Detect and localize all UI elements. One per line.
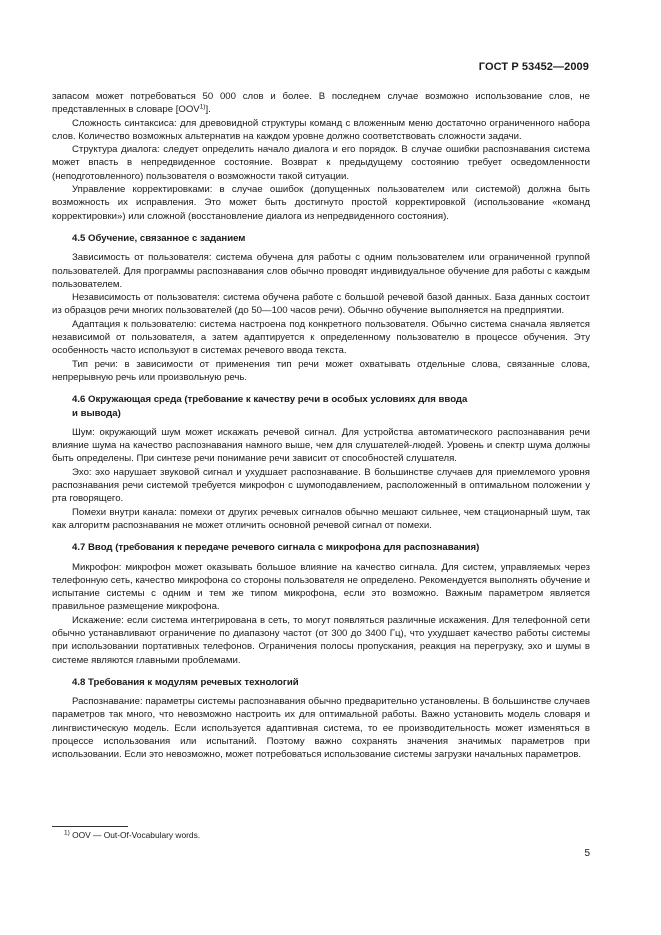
section-4-5-paragraph: Зависимость от пользователя: система обучена для работы с одним пользователем или ограниченной группой пользователей. Для программы распознавания слов обычно проводят индивидуальное обучение для работы с каждым пользователем. [52, 252, 590, 290]
section-4-5-paragraph: Тип речи: в зависимости от применения тип речи может охватывать отдельные слова, связанные слова, непрерывную речь или произвольную речь. [52, 358, 590, 383]
section-4-6-paragraph: Помехи внутри канала: помехи от других речевых сигналов обычно мешают сильнее, чем стационарный шум, так как алгоритм распознавания не может отличить основной речевой сигнал от помехи. [52, 506, 590, 531]
section-heading-4-7: 4.7 Ввод (требования к передаче речевого сигнала с микрофона для распознавания) [72, 542, 480, 554]
section-4-8-paragraph: Распознавание: параметры системы распознавания обычно предварительно установлены. В большинстве случаев параметров так много, что невозможно настроить их для оптимальной работы. Важно установить модель словаря и лингвистическую модель. Если используется адаптивная система, то ее производительность может изменяться в процессе использования или испытаний. Поэтому важно сохранять значения значимых параметров при использовании. Если это невозможно, может потребоваться использование системы загрузки начальных параметров. [52, 696, 590, 761]
intro-paragraph-1: запасом может потребоваться 50 000 слов и более. В последнем случае возможно использование слов, не представленных в словаре [OOV$^{1)}$]. [52, 91, 590, 116]
section-heading-4-5: 4.5 Обучение, связанное с заданием [72, 232, 246, 244]
intro-paragraph-3: Структура диалога: следует определить начало диалога и его порядок. В случае ошибки распознавания система может впасть в непредвиденное состояние. Возврат к предыдущему состоянию требует осведомленности (неподготовленного) пользователя о возможности такой ситуации. [52, 144, 590, 182]
section-4-5-paragraph: Независимость от пользователя: система обучена работе с большой речевой базой данных. База данных состоит из образцов речи многих пользователей (до 50—100 часов речи). Обычно обучение выполняется на предприятии. [52, 292, 590, 317]
footnote-reference[interactable]: 1) [199, 103, 206, 111]
section-4-6-paragraph: Шум: окружающий шум может искажать речевой сигнал. Для устройства автоматического распознавания речи влияние шума на качество распознавания намного выше, чем для слушателей-людей. Уровень и спектр шума должны быть определены. При синтезе речи понимание речи зависит от способностей слушателя. [52, 426, 590, 465]
section-4-7-paragraph: Искажение: если система интегрирована в сеть, то могут появляться различные искажения. Для телефонной сети обычно устанавливают ограничение по диапазону частот (от 300 до 3400 Гц), что ухудшает качество работы системы при использовании портативных телефонов. Ограничения полосы пропускания, реакция на перегрузку, эхо и шумы в системе являются главными проблемами. [52, 614, 590, 666]
footnote: $^{1)}$ OOV — Out-Of-Vocabulary words. [64, 829, 201, 840]
document-body [52, 90, 590, 762]
document-code: ГОСТ Р 53452—2009 [478, 61, 589, 73]
section-4-7-paragraph: Микрофон: микрофон может оказывать большое влияние на качество сигнала. Для систем, управляемых через телефонную сеть, качество микрофона со стороны пользователя не определено. Рекомендуется выполнять обучение и испытание системы с одним и тем же типом микрофона, если это возможно. Важным параметром является правильное размещение микрофона. [52, 561, 590, 613]
section-heading-4-6: 4.6 Окружающая среда (требование к качеству речи в особых условиях для ввода и вывода) [72, 394, 468, 419]
intro-paragraph-4: Управление корректировками: в случае ошибок (допущенных пользователем или системой) должна быть возможность их исправления. Это может быть достигнуто простой корректировкой (использование «команд корректировки») или сложной (восстановление диалога из непредвиденного состояния). [52, 184, 590, 222]
section-4-5-paragraph: Адаптация к пользователю: система настроена под конкретного пользователя. Обычно система сначала является независимой от пользователя, а затем адаптируется к определенному пользователю в процессе обучения. Эту особенность часто используют в системах речевого ввода текста. [52, 318, 590, 357]
section-heading-4-8: 4.8 Требования к модулям речевых технологий [72, 676, 299, 688]
intro-paragraph-2: Сложность синтаксиса: для древовидной структуры команд с вложенным меню достаточно ограниченного набора слов. Количество возможных альтернатив на каждом уровне должно соответствовать сложности задачи. [52, 117, 590, 142]
footnote-divider [52, 826, 128, 827]
page-number: 5 [584, 848, 590, 859]
section-4-6-paragraph: Эхо: эхо нарушает звуковой сигнал и ухудшает распознавание. В большинстве случаев для приемлемого уровня распознавания речи системой требуется микрофон с шумоподавлением, расположенный в оптимальном положении у рта говорящего. [52, 466, 590, 505]
